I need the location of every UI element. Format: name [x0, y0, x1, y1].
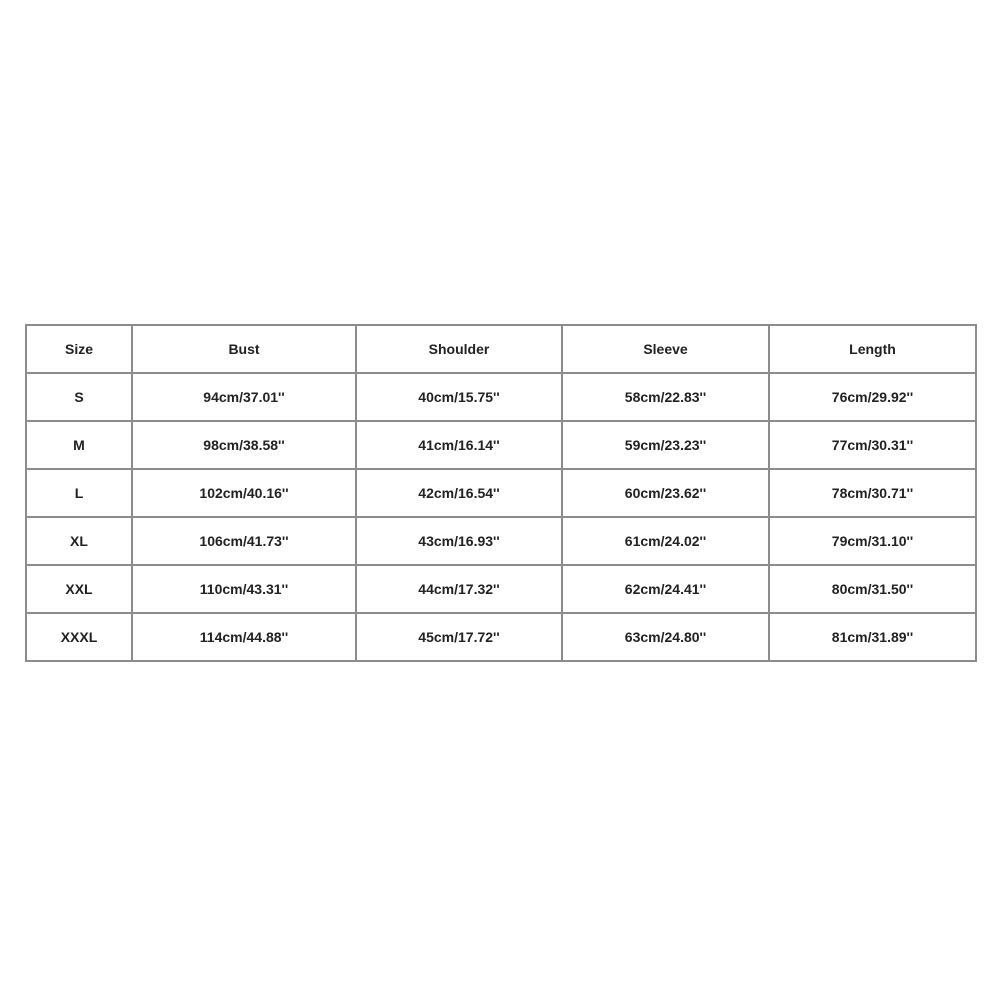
shoulder-cell: 42cm/16.54'': [356, 469, 562, 517]
length-cell: 81cm/31.89'': [769, 613, 976, 661]
bust-cell: 102cm/40.16'': [132, 469, 356, 517]
table-row: [26, 517, 976, 565]
table-header-row: [26, 325, 976, 373]
bust-cell: 110cm/43.31'': [132, 565, 356, 613]
shoulder-cell: 45cm/17.72'': [356, 613, 562, 661]
header-size: Size: [26, 325, 132, 373]
bust-cell: 94cm/37.01'': [132, 373, 356, 421]
sleeve-cell: 60cm/23.62'': [562, 469, 769, 517]
sleeve-cell: 59cm/23.23'': [562, 421, 769, 469]
shoulder-cell: 44cm/17.32'': [356, 565, 562, 613]
shoulder-cell: 40cm/15.75'': [356, 373, 562, 421]
sleeve-cell: 58cm/22.83'': [562, 373, 769, 421]
table-row: [26, 469, 976, 517]
bust-cell: 114cm/44.88'': [132, 613, 356, 661]
size-chart-table: [25, 324, 977, 662]
table-row: [26, 565, 976, 613]
shoulder-cell: 41cm/16.14'': [356, 421, 562, 469]
size-cell: XXXL: [26, 613, 132, 661]
length-cell: 79cm/31.10'': [769, 517, 976, 565]
size-cell: XL: [26, 517, 132, 565]
table-row: [26, 613, 976, 661]
sleeve-cell: 63cm/24.80'': [562, 613, 769, 661]
bust-cell: 98cm/38.58'': [132, 421, 356, 469]
length-cell: 78cm/30.71'': [769, 469, 976, 517]
table-row: [26, 373, 976, 421]
header-length: Length: [769, 325, 976, 373]
shoulder-cell: 43cm/16.93'': [356, 517, 562, 565]
header-shoulder: Shoulder: [356, 325, 562, 373]
size-cell: L: [26, 469, 132, 517]
length-cell: 77cm/30.31'': [769, 421, 976, 469]
sleeve-cell: 62cm/24.41'': [562, 565, 769, 613]
size-cell: S: [26, 373, 132, 421]
size-cell: M: [26, 421, 132, 469]
sleeve-cell: 61cm/24.02'': [562, 517, 769, 565]
size-cell: XXL: [26, 565, 132, 613]
header-bust: Bust: [132, 325, 356, 373]
bust-cell: 106cm/41.73'': [132, 517, 356, 565]
length-cell: 76cm/29.92'': [769, 373, 976, 421]
header-sleeve: Sleeve: [562, 325, 769, 373]
length-cell: 80cm/31.50'': [769, 565, 976, 613]
table-row: [26, 421, 976, 469]
